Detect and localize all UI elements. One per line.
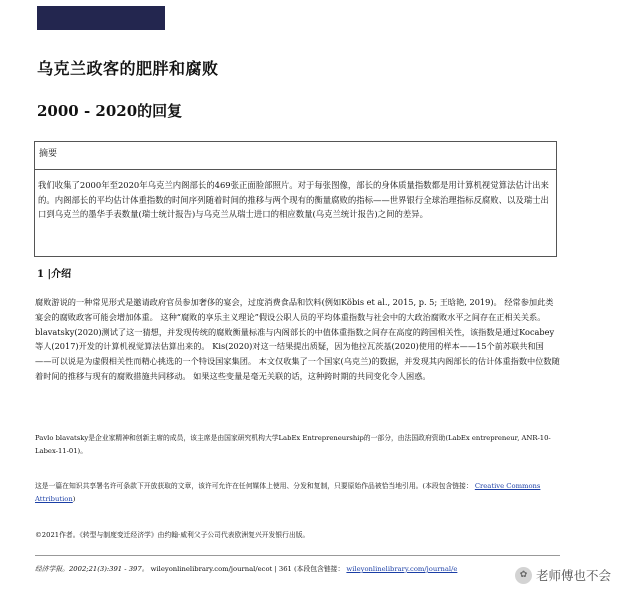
- journal-banner: [37, 6, 165, 30]
- abstract-text: 我们收集了2000年至2020年乌克兰内阁部长的469张正面脸部照片。对于每张图像，部长的身体质量指数都是用计算机视觉算法估计出来的。内阁部长的平均估计体重指数的时间序列随着时间的推移与两个现有的衡量腐败的指标——世界银行全球治理指标反腐败、以及瑞士出口到乌克兰的墨华手表数量(瑞士统计报告)与乌克兰从瑞士进口的相应数量(乌克兰统计报告)之间的差异。: [38, 180, 549, 220]
- license-note: [35, 480, 560, 506]
- author-note: Pavlo blavatsky是企业家精神和创新主席的成员，该主席是由国家研究机构大学LabEx Entrepreneurship的一部分，由法国政府资助(LabEx entrepreneur, ANR-10-Labex-11-01)。: [35, 434, 551, 455]
- creative-commons-link[interactable]: Creative Commons Attribution: [35, 482, 541, 503]
- wechat-watermark: [515, 566, 611, 584]
- copyright-note: ©2021作者。《转型与制度变迁经济学》由约翰·威利父子公司代表欧洲复兴开发银行出版。: [35, 531, 310, 539]
- journal-link[interactable]: wileyonlinelibrary.com/journal/e: [346, 565, 458, 573]
- abstract-box: [34, 141, 557, 257]
- article-subtitle: 2000 - 2020的回复: [37, 102, 183, 120]
- wechat-icon: ✿: [515, 567, 532, 584]
- license-end: ): [72, 495, 76, 503]
- page-footer: [35, 563, 560, 576]
- license-text: 这是一篇在知识共享署名许可条款下开放获取的文章，该许可允许在任何媒体上使用、分发和复制，只要原始作品被恰当地引用。(本段包含链接：: [35, 482, 473, 490]
- watermark-text: 老师傅也不会: [535, 568, 611, 583]
- abstract-heading: 摘要: [35, 142, 556, 170]
- article-title: 乌克兰政客的肥胖和腐败: [37, 59, 219, 78]
- introduction-paragraph: 腐败游说的一种常见形式是邀请政府官员参加奢侈的宴会，过度消费食品和饮料(例如Köbis et al., 2015, p. 5; 王晗艳, 2019)。 经常参加此类宴会的腐败政客可能会增加体重。 这种“腐败的享乐主义理论”假设公职人员的平均体重指数与社会中的大政治腐败水平之间存在正相关关系。 blavatsky(2020)测试了这一猜想，并发现传统的腐败衡量标准与内阁部长的中值体重指数之间存在高度的跨国相关性，该指数是通过Kocabey等人(2017)开发的计算机视觉算法估算出来的。 Kis(2020)对这一结果提出质疑，因为他拉瓦茨基(2020)使用的样本——15个前苏联共和国——可以说是为虚假相关性而精心挑选的一个特设国家集团。 本文仅收集了一个国家(乌克兰)的数据，并发现其内阁部长的估计体重指数中位数随着时间的推移与现有的腐败措施共同移动。 如果这些变量是毫无关联的话，这种跨时期的共同变化令人困惑。: [35, 297, 560, 381]
- footer-site: wileyonlinelibrary.com/journal/ecot | 361 (本段包含链接：: [150, 565, 345, 573]
- footer-journal: 经济学报。2002;21(3):391 - 397。: [35, 565, 149, 573]
- footer-divider: [35, 555, 560, 556]
- section-heading-introduction: 1 |介绍: [37, 269, 72, 280]
